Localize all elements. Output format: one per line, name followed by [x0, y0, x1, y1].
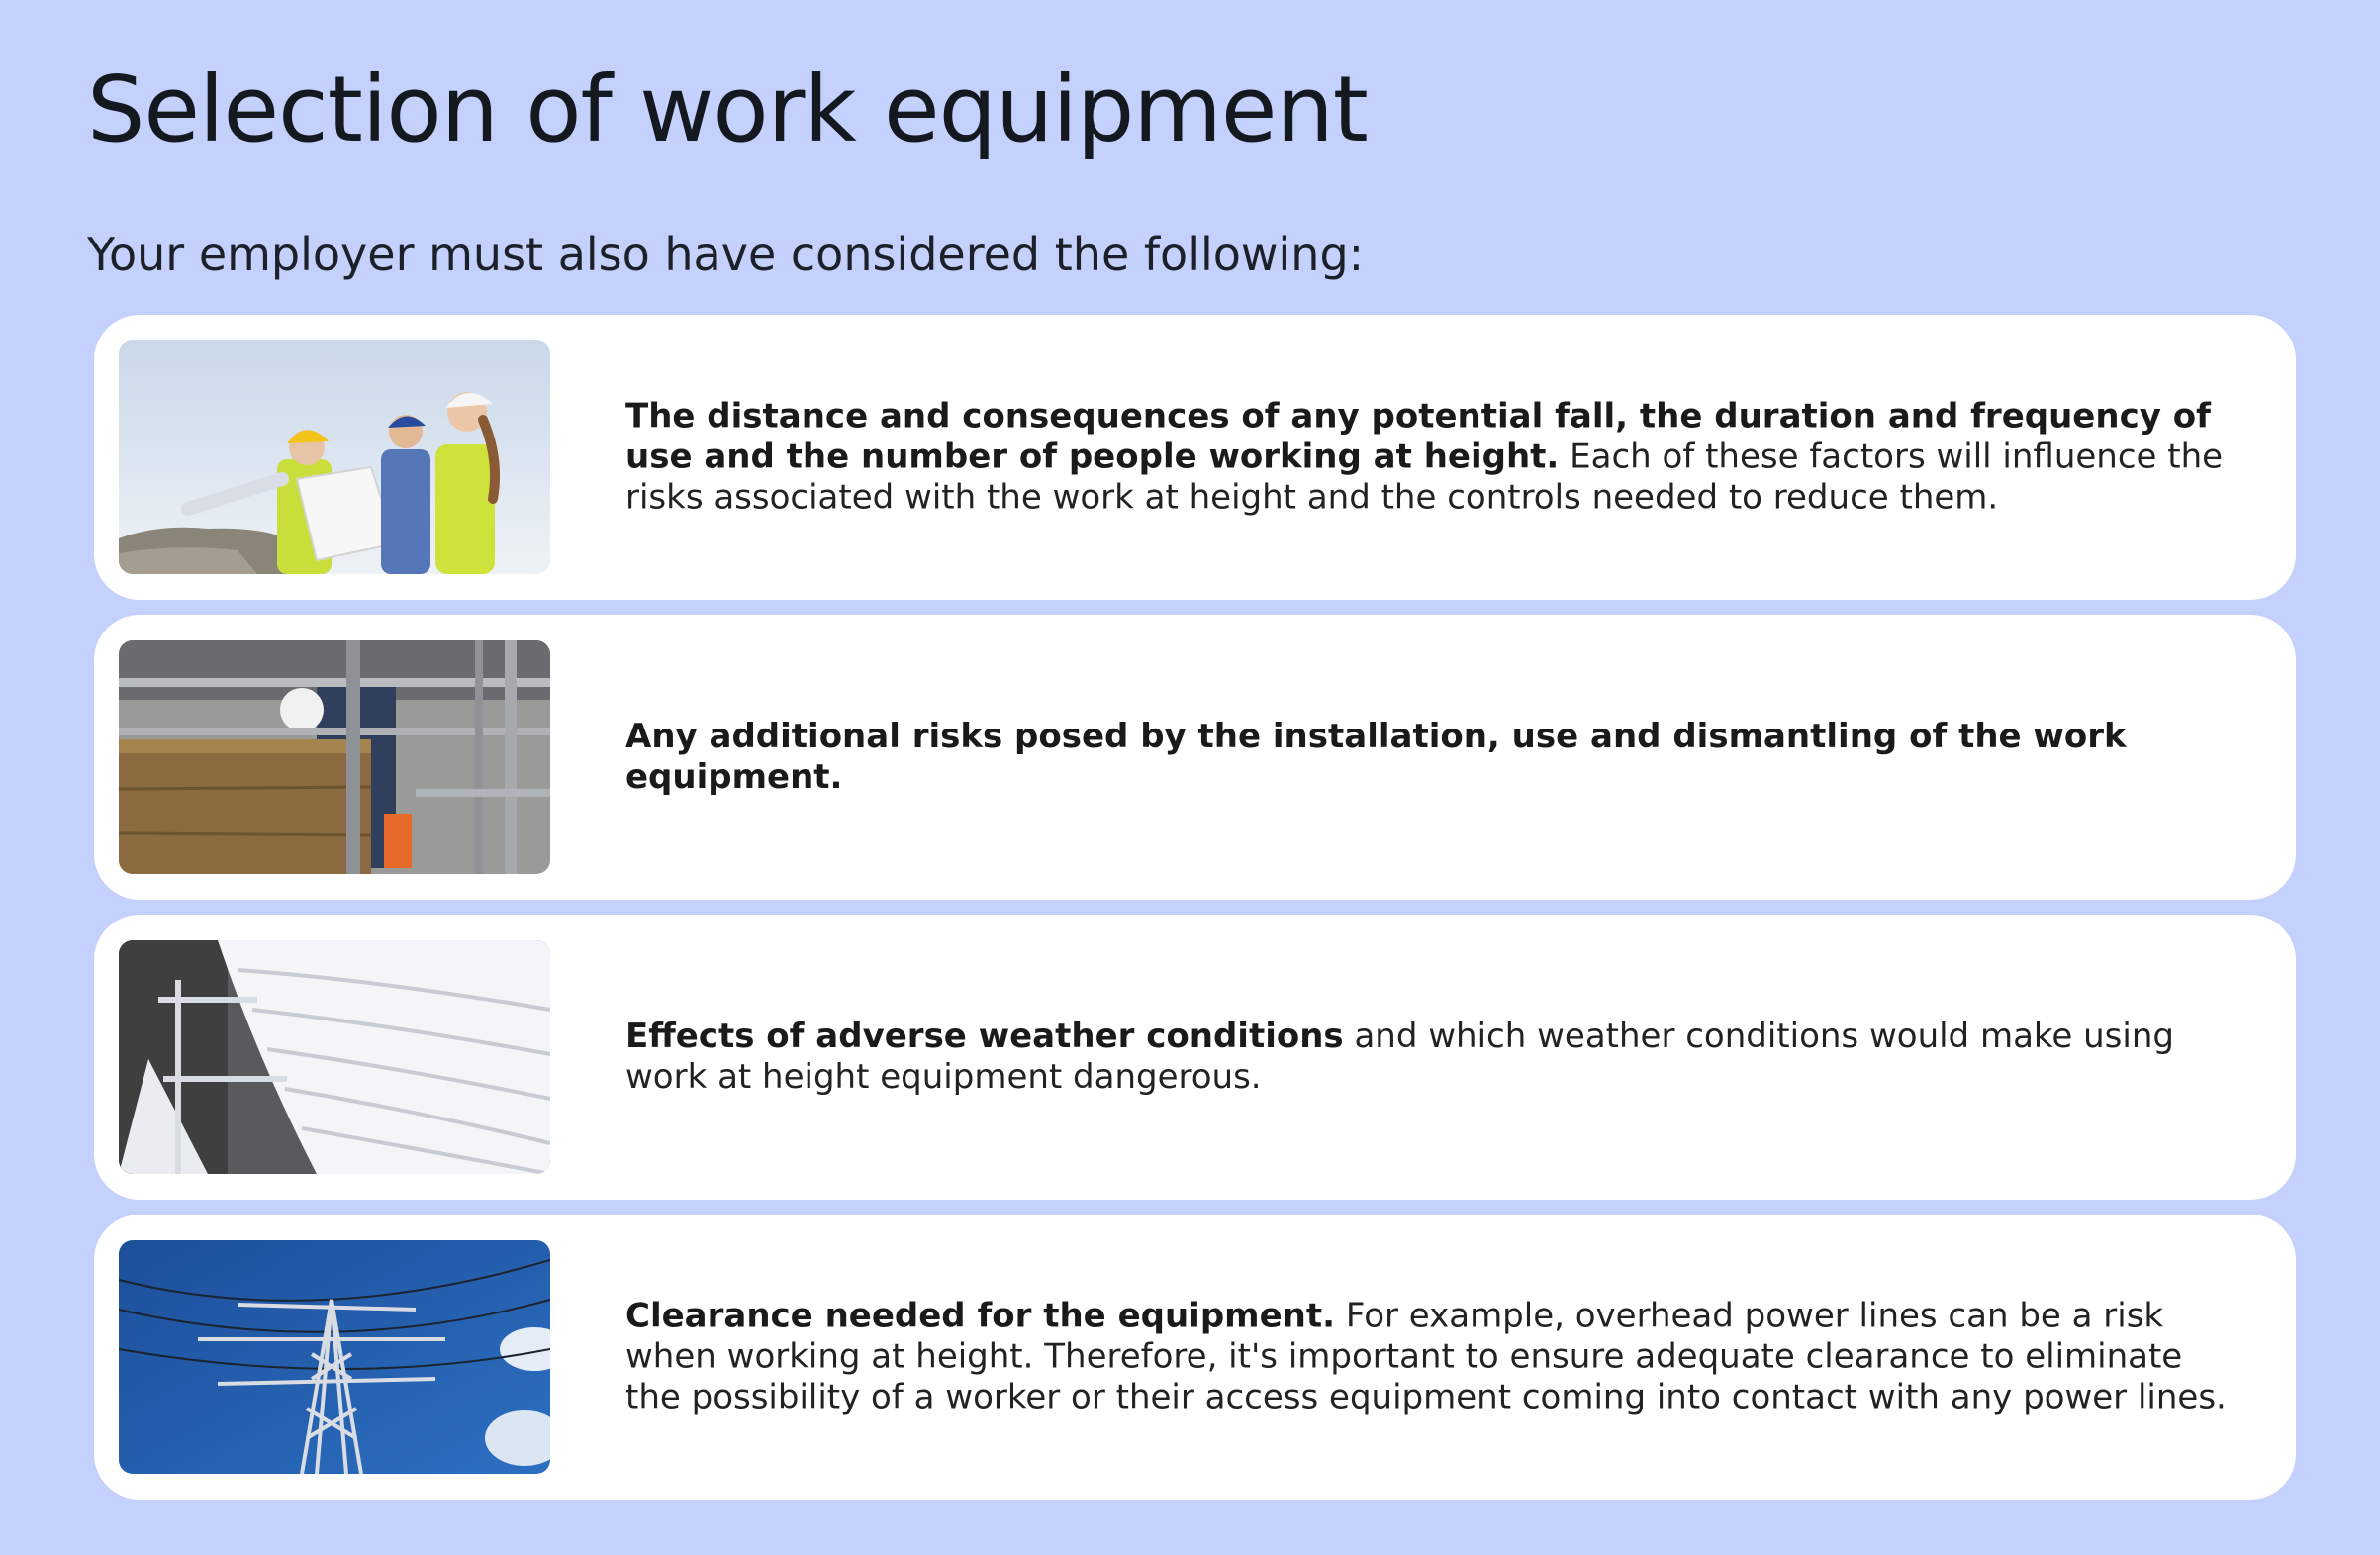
page-title: Selection of work equipment — [87, 56, 1368, 162]
snow-covered-roof-photo — [119, 940, 550, 1174]
card-fall-distance — [94, 315, 2296, 600]
card-body-text: For example, overhead power lines can be a risk when working at height. Therefore, it's important to ensure adequate clearance to eliminate the possibility of a worker or their access equipment coming into contact with any power lines. — [625, 1296, 2227, 1417]
card-bold-text: Effects of adverse weather conditions — [625, 1017, 1344, 1056]
workers-with-plans-photo — [119, 340, 550, 574]
intro-text: Your employer must also have considered the following: — [87, 228, 1365, 281]
card-text — [625, 1017, 2237, 1098]
card-text — [625, 717, 2237, 798]
card-text — [625, 1297, 2237, 1418]
card-bold-text: Any additional risks posed by the installation, use and dismantling of the work equipment. — [625, 717, 2127, 797]
card-installation-risks — [94, 615, 2296, 900]
scaffolding-worker-photo — [119, 640, 550, 874]
card-bold-text: The distance and consequences of any potential fall, the duration and frequency of use and the number of people working at height. — [625, 396, 2211, 477]
card-body-text: and which weather conditions would make using work at height equipment dangerous. — [625, 1017, 2174, 1097]
card-bold-text: Clearance needed for the equipment. — [625, 1296, 1336, 1336]
card-body-text: Each of these factors will influence the risks associated with the work at height and the controls needed to reduce them. — [625, 437, 2224, 518]
card-text — [625, 397, 2237, 519]
card-weather-conditions — [94, 915, 2296, 1200]
power-line-pylon-photo — [119, 1240, 550, 1474]
card-list — [94, 315, 2296, 1514]
card-equipment-clearance — [94, 1215, 2296, 1500]
